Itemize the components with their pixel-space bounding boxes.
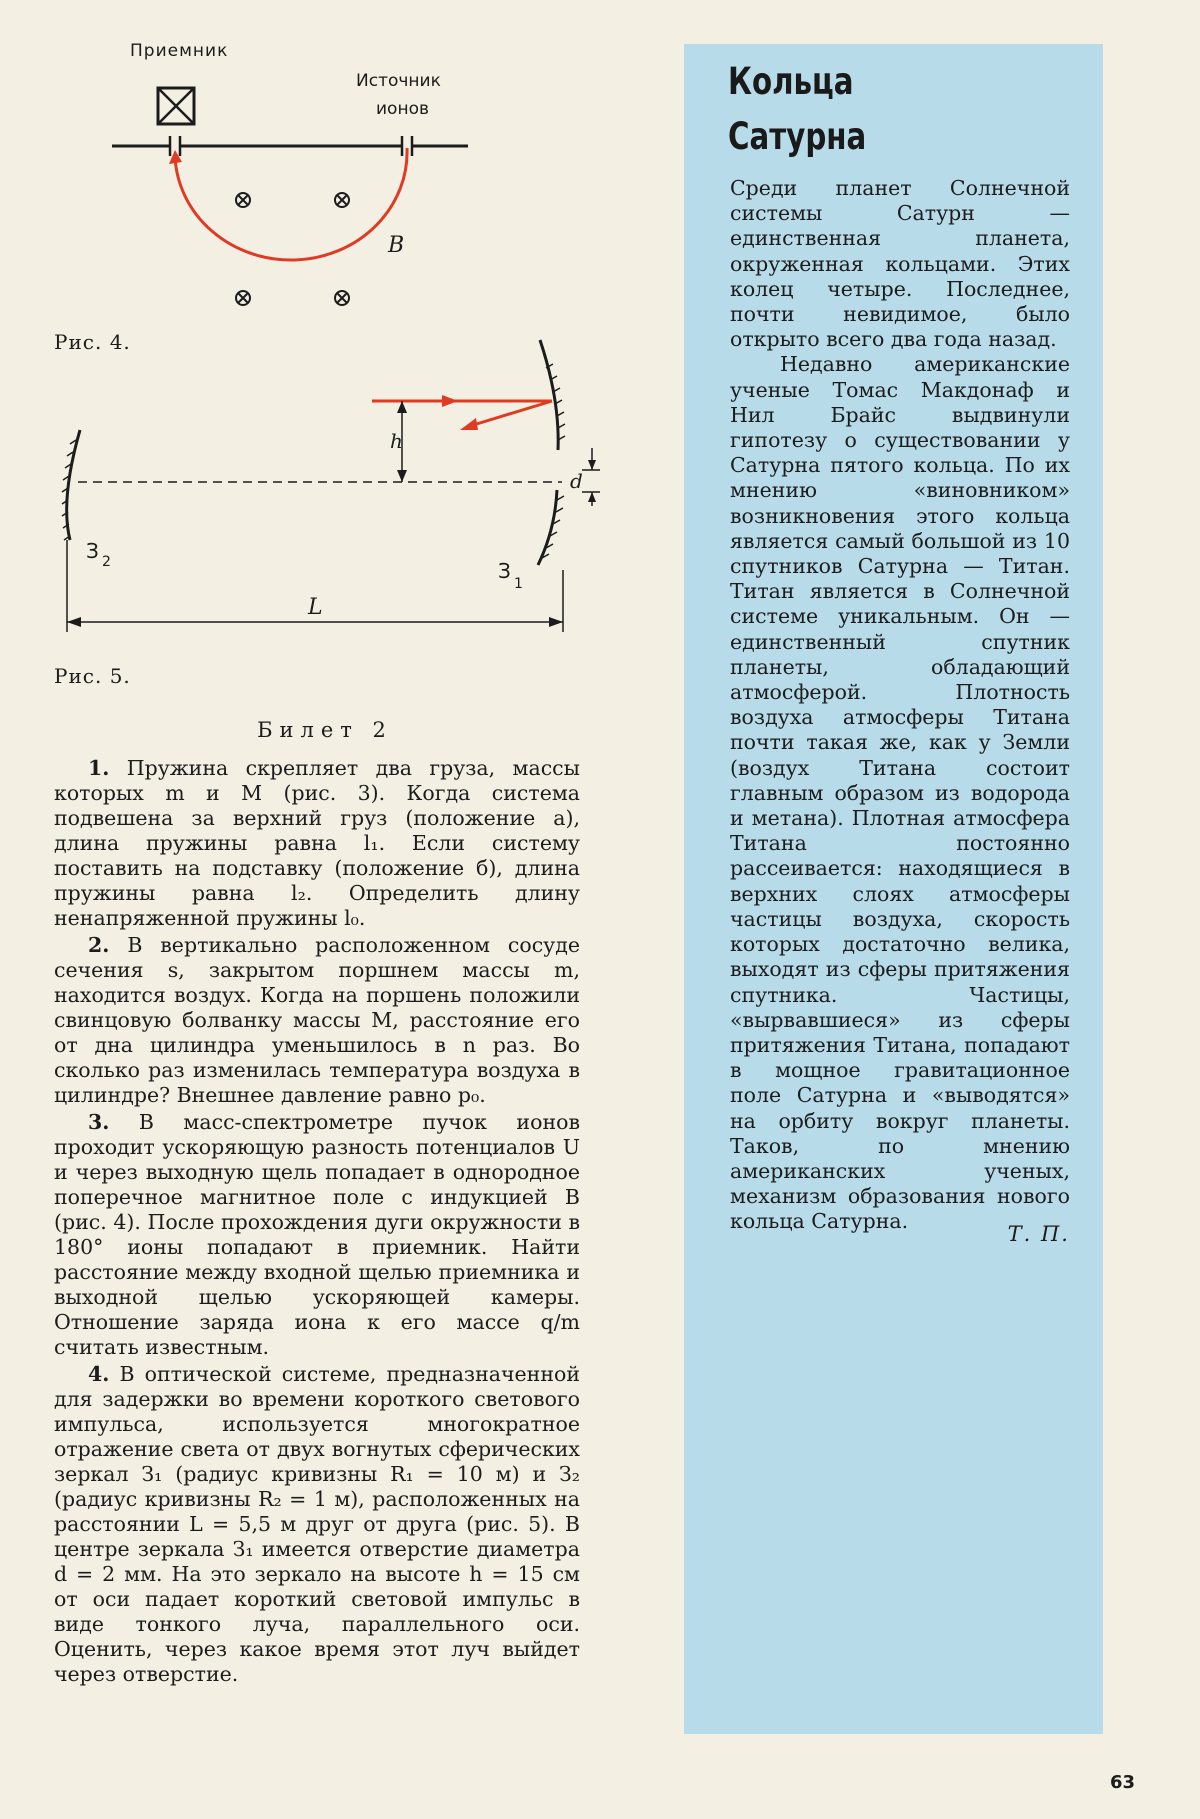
receiver-label: Приемник xyxy=(130,41,229,61)
source-label-line2: ионов xyxy=(376,99,429,119)
problem-item: 3. В масс-спектрометре пучок ионов проходит ускоряющую разность потенциалов U и через выходную щель попадает в однородное поперечное магнитное поле с индукцией B (рис. 4). После прохождения дуги окружности в 180° ионы попадают в приемник. Найти расстояние между входной щелью приемника и выходной щелью ускоряющей камеры. Отношение заряда иона к его массе q/m считать известным. xyxy=(54,1110,580,1359)
sidebar-paragraph: Среди планет Солнечной системы Сатурн — единственная планета, окруженная кольцами. Этих колец четыре. Последнее, почти невидимое, было открыто всего два года назад. xyxy=(730,176,1070,352)
field-label: B xyxy=(388,233,405,258)
problem-item: 2. В вертикально расположенном сосуде сечения s, закрытом поршнем массы m, находится воздух. Когда на поршень положили свинцовую болванку массы M, расстояние его от дна цилиндра уменьшилось в n раз. Во сколько раз изменилась температура воздуха в цилиндре? Внешнее давление равно p₀. xyxy=(54,933,580,1107)
sidebar-article xyxy=(730,176,1070,1235)
mirror-left-label: З xyxy=(86,539,99,563)
mirror-left-sub: 2 xyxy=(102,554,111,570)
mirror-right-sub: 1 xyxy=(514,576,523,592)
problem-item: 4. В оптической системе, предназначенной для задержки во времени короткого светового импульса, используется многократное отражение света от двух вогнутых сферических зеркал З₁ (радиус кривизны R₁ = 10 м) и З₂ (радиус кривизны R₂ = 1 м), расположенных на расстоянии L = 5,5 м друг от друга (рис. 5). В центре зеркала З₁ имеется отверстие диаметра d = 2 мм. На это зеркало на высоте h = 15 см от оси падает короткий световой импульс в виде тонкого луча, параллельного оси. Оценить, через какое время этот луч выйдет через отверстие. xyxy=(54,1362,580,1686)
h-label: h xyxy=(390,429,403,453)
sidebar-title: Кольца Сатурна xyxy=(728,60,867,158)
figure-5 xyxy=(50,360,583,650)
figure-5-caption: Рис. 5. xyxy=(54,664,131,688)
problem-list xyxy=(54,756,580,1689)
mirror-right-lower xyxy=(538,490,557,565)
L-label: L xyxy=(308,595,323,620)
mirror-right-label: З xyxy=(498,559,511,583)
field-symbol xyxy=(236,193,349,305)
mirror-right-upper xyxy=(540,340,558,450)
ion-trajectory xyxy=(175,148,407,260)
ticket-title: Билет 2 xyxy=(257,718,393,742)
source-label-line1: Источник xyxy=(356,71,441,91)
incoming-ray-arrow xyxy=(442,395,458,407)
reflected-ray xyxy=(470,401,552,426)
d-label: d xyxy=(570,469,583,493)
sidebar-author: Т. П. xyxy=(1007,1222,1070,1246)
figure-4 xyxy=(40,30,500,350)
sidebar-paragraph: Недавно американские ученые Томас Макдонаф и Нил Брайс выдвинули гипотезу о существовании у Сатурна пятого кольца. По их мнению «виновником» возникновения этого кольца является самый большой из 10 спутников Сатурна — Титан. Титан является в Солнечной системе уникальным. Он — единственный спутник планеты, обладающий атмосферой. Плотность воздуха атмосферы Титана почти такая же, как у Земли (воздух Титана состоит главным образом из водорода и метана). Плотная атмосфера Титана постоянно рассеивается: находящиеся в верхних слоях атмосферы частицы воздуха, скорость которых достаточно велика, выходят из сферы притяжения спутника. Частицы, «вырвавшиеся» из сферы притяжения Титана, попадают в мощное гравитационное поле Сатурна и «выводятся» на орбиту вокруг планеты. Таков, по мнению американских ученых, механизм образования нового кольца Сатурна. xyxy=(730,352,1070,1234)
problem-item: 1. Пружина скрепляет два груза, массы которых m и M (рис. 3). Когда система подвешена за верхний груз (положение а), длина пружины равна l₁. Если систему поставить на подставку (положение б), длина пружины равна l₂. Определить длину ненапряженной пружины l₀. xyxy=(54,756,580,930)
figure-4-caption: Рис. 4. xyxy=(54,330,131,354)
page-number: 63 xyxy=(1110,1772,1136,1793)
reflected-ray-arrow xyxy=(460,418,478,430)
